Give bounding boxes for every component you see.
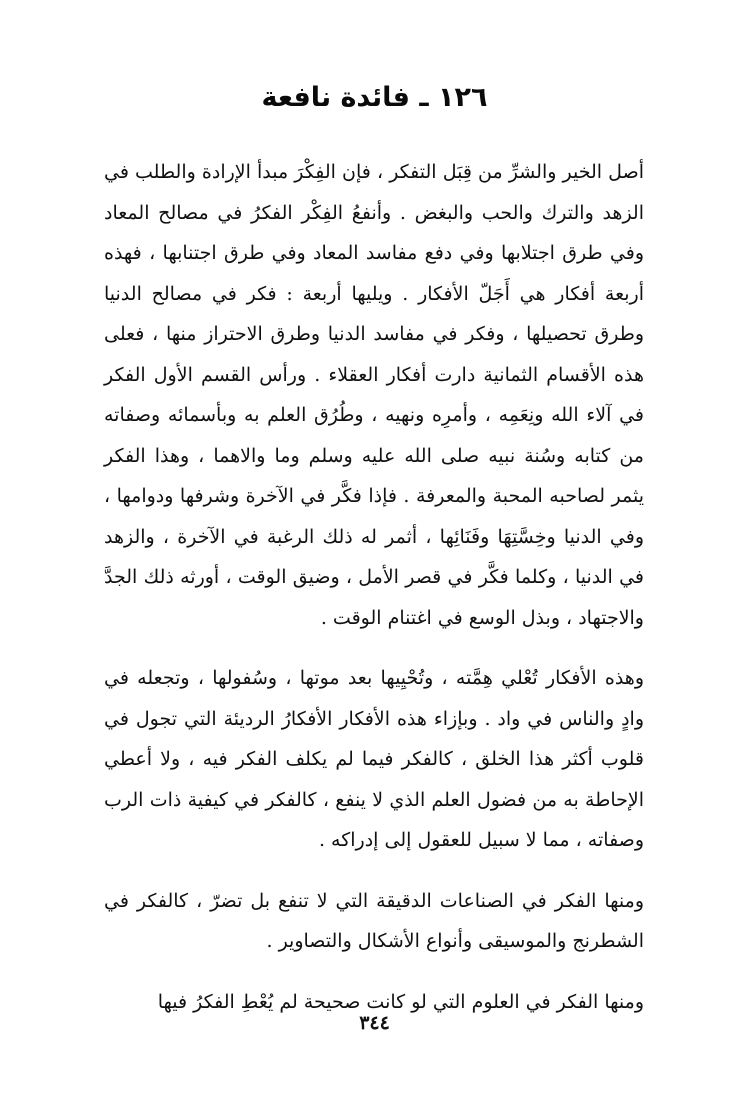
paragraph-3: ومنها الفكر في الصناعات الدقيقة التي لا تنفع بل تضرّ ، كالفكر في الشطرنج والموسيقى وأنواع الأشكال والتصاوير . — [104, 889, 644, 952]
paragraph-4: ومنها الفكر في العلوم التي لو كانت صحيحة لم يُعْطِ الفكرُ فيها — [157, 990, 644, 1013]
page-title: ١٢٦ ـ فائدة نافعة — [261, 82, 488, 113]
body-text — [104, 152, 644, 1022]
paragraph-2: وهذه الأفكار تُعْلي هِمَّته ، وتُحْيِيها بعد موتها ، وسُفولها ، وتجعله في وادٍ والناس في واد . وبإزاء هذه الأفكار الأفكارُ الرديئة التي تجول في قلوب أكثر هذا الخلق ، كالفكر فيما لم يكلف الفكر فيه ، ولا أعطي الإحاطة به من فضول العلم الذي لا ينفع ، كالفكر في كيفية ذات الرب وصفاته ، مما لا سبيل للعقول إلى إدراكه . — [104, 667, 644, 851]
page-number: ٣٤٤ — [359, 1012, 390, 1034]
paragraph-1: أصل الخير والشرِّ من قِبَل التفكر ، فإن الفِكْرَ مبدأ الإرادة والطلب في الزهد والترك والحب والبغض . وأنفعُ الفِكْر الفكرُ في مصالح المعاد وفي طرق اجتلابها وفي دفع مفاسد المعاد وفي طرق اجتنابها ، فهذه أربعة أفكار هي أَجَلّ الأفكار . ويليها أربعة : فكر في مصالح الدنيا وطرق تحصيلها ، وفكر في مفاسد الدنيا وطرق الاحتراز منها ، فعلى هذه الأقسام الثمانية دارت أفكار العقلاء . ورأس القسم الأول الفكر في آلاء الله ونِعَمِه ، وأمرِه ونهيه ، وطُرُق العلم به وبأسمائه وصفاته من كتابه وسُنة نبيه صلى الله عليه وسلم وما والاهما ، وهذا الفكر يثمر لصاحبه المحبة والمعرفة . فإذا فكَّر في الآخرة وشرفها ودوامها ، وفي الدنيا وخِسَّتِهَا وفَنَائِها ، أثمر له ذلك الرغبة في الآخرة ، والزهد في الدنيا ، وكلما فكَّر في قصر الأمل ، وضيق الوقت ، أورثه ذلك الجدَّ والاجتهاد ، وبذل الوسع في اغتنام الوقت . — [104, 161, 644, 629]
